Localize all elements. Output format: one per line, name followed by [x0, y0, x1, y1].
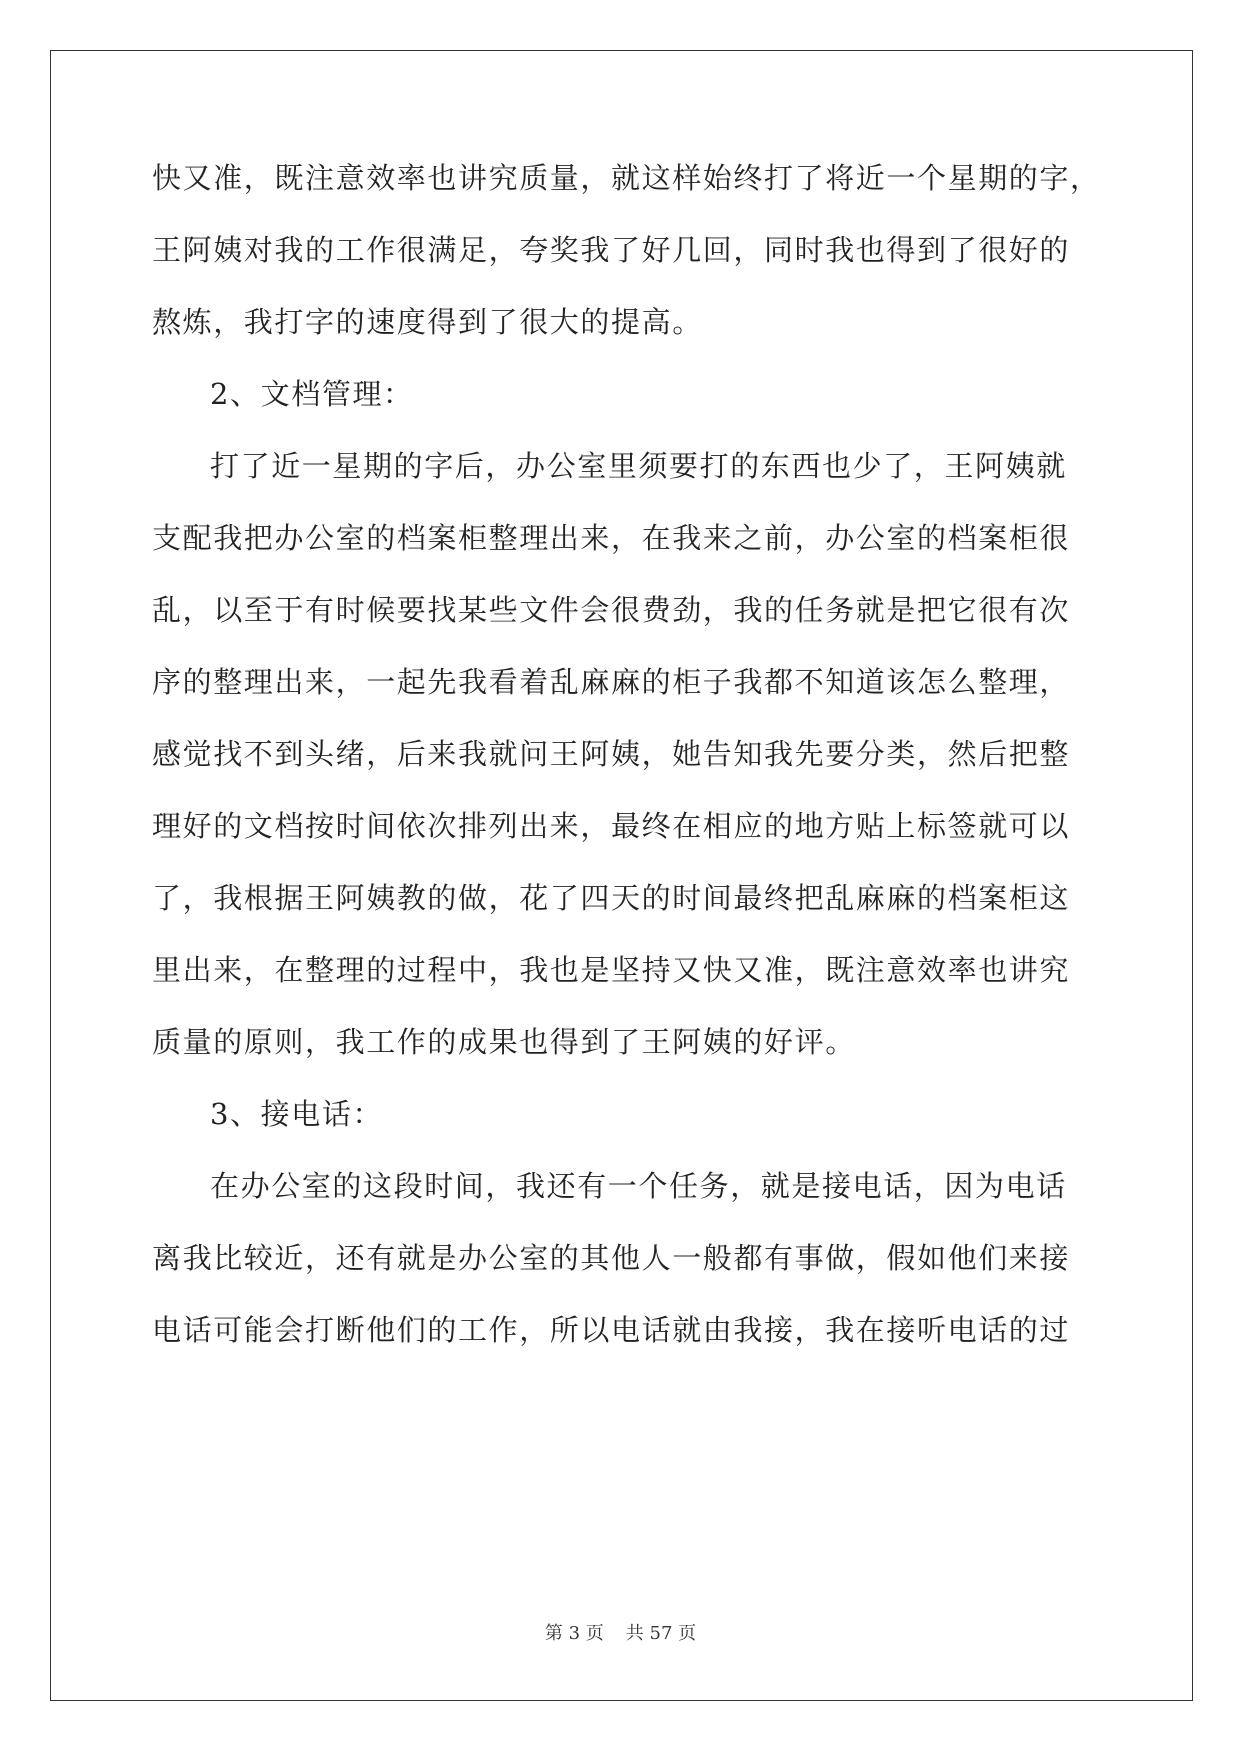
text-line: 感觉找不到头绪，后来我就问王阿姨，她告知我先要分类，然后把整	[152, 737, 1071, 771]
section-heading: 2、文档管理：	[210, 377, 414, 411]
text-line: 电话可能会打断他们的工作，所以电话就由我接，我在接听电话的过	[152, 1313, 1071, 1347]
page-number: 第 3 页	[544, 1623, 604, 1644]
text-line: 打了近一星期的字后，办公室里须要打的东西也少了，王阿姨就	[210, 449, 1067, 483]
text-line: 乱，以至于有时候要找某些文件会很费劲，我的任务就是把它很有次	[152, 593, 1071, 627]
text-line: 序的整理出来，一起先我看着乱麻麻的柜子我都不知道该怎么整理，	[152, 665, 1071, 699]
page-border	[50, 50, 1193, 1701]
text-line: 了，我根据王阿姨教的做，花了四天的时间最终把乱麻麻的档案柜这	[152, 881, 1071, 915]
text-line: 支配我把办公室的档案柜整理出来，在我来之前，办公室的档案柜很	[152, 521, 1071, 555]
text-line: 离我比较近，还有就是办公室的其他人一般都有事做，假如他们来接	[152, 1241, 1071, 1275]
text-line: 在办公室的这段时间，我还有一个任务，就是接电话，因为电话	[210, 1169, 1067, 1203]
text-line: 王阿姨对我的工作很满足，夸奖我了好几回，同时我也得到了很好的	[152, 233, 1071, 267]
text-line: 理好的文档按时间依次排列出来，最终在相应的地方贴上标签就可以	[152, 809, 1071, 843]
text-line: 里出来，在整理的过程中，我也是坚持又快又准，既注意效率也讲究	[152, 953, 1071, 987]
page-total: 共 57 页	[625, 1623, 697, 1644]
text-line: 快又准，既注意效率也讲究质量，就这样始终打了将近一个星期的字，	[152, 161, 1101, 195]
text-line: 熬炼，我打字的速度得到了很大的提高。	[152, 305, 703, 339]
text-line: 质量的原则，我工作的成果也得到了王阿姨的好评。	[152, 1025, 856, 1059]
page-footer	[0, 1622, 1241, 1646]
section-heading: 3、接电话：	[210, 1097, 384, 1131]
